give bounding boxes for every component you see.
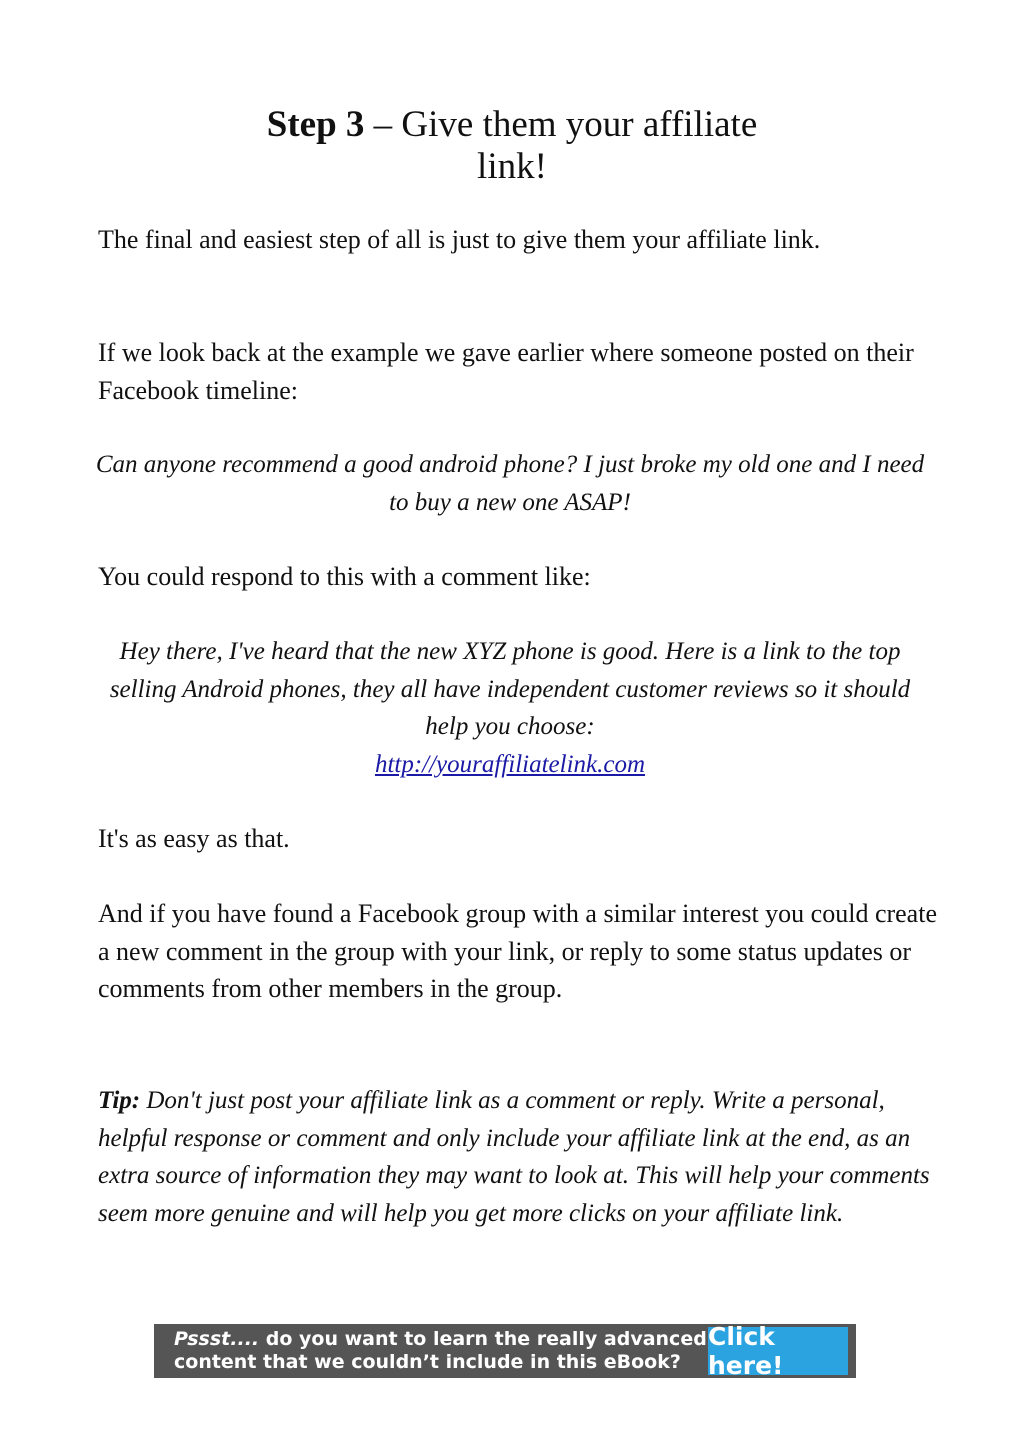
- click-here-button[interactable]: Click here!: [708, 1327, 848, 1375]
- paragraph-example-intro: If we look back at the example we gave earlier where someone posted on their Facebook timeline:: [98, 338, 914, 405]
- paragraph-facebook-group: And if you have found a Facebook group with a similar interest you could create a new comment in the group with your link, or reply to some status updates or comments from other members in the group.: [98, 899, 937, 1003]
- title-text-line2: link!: [477, 146, 547, 187]
- paragraph-respond: You could respond to this with a comment like:: [98, 562, 591, 591]
- tip-paragraph: [98, 1082, 938, 1232]
- paragraph-intro: The final and easiest step of all is just to give them your affiliate link.: [98, 225, 821, 254]
- quote-facebook-post: Can anyone recommend a good android phone? I just broke my old one and I need to buy a new one ASAP!: [95, 451, 925, 516]
- page-title: [0, 104, 1024, 188]
- title-text: – Give them your affiliate: [364, 104, 758, 145]
- tip-text: Don't just post your affiliate link as a comment or reply. Write a personal, helpful response or comment and only include your affiliate link at the end, as an extra source of information they may want to look at. This will help your comments seem more genuine and will help you get more clicks on your affiliate link.: [98, 1087, 930, 1227]
- tip-label: Tip:: [98, 1087, 141, 1114]
- banner-lead: Pssst....: [174, 1328, 260, 1350]
- quote-comment-example: [90, 633, 930, 783]
- paragraph-easy: It's as easy as that.: [98, 824, 290, 853]
- quote-comment-text: Hey there, I've heard that the new XYZ phone is good. Here is a link to the top selling Android phones, they all have independent customer reviews so it should help you choose:: [109, 638, 911, 740]
- banner-message: do you want to learn the really advanced content that we couldn’t include in this eBook?: [174, 1328, 707, 1373]
- banner-text: [154, 1328, 709, 1374]
- advanced-content-banner[interactable]: [154, 1324, 856, 1378]
- title-step-label: Step 3: [266, 104, 365, 145]
- affiliate-link[interactable]: http://youraffiliatelink.com: [374, 750, 646, 778]
